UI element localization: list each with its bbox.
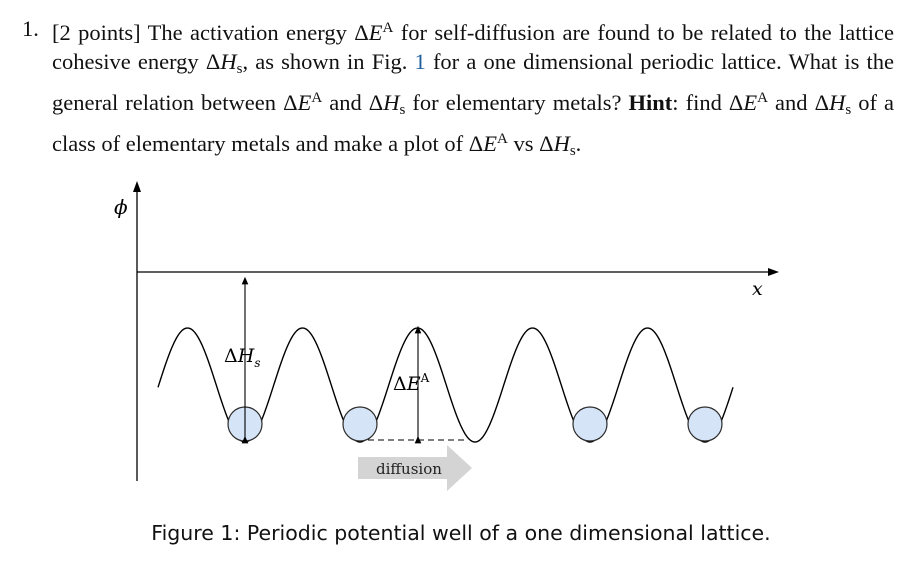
vs-word: vs	[513, 131, 534, 156]
activation-energy-symbol: $\Delta E^A$	[468, 131, 508, 156]
question-text-5: for elementary metals?	[412, 90, 622, 115]
x-axis-arrowhead	[768, 268, 779, 276]
atom-4	[688, 407, 722, 441]
hint-text-1: : find	[672, 90, 722, 115]
atom-2	[343, 407, 377, 441]
hint-label: Hint	[628, 90, 673, 115]
figure-reference-link[interactable]: 1	[414, 49, 426, 74]
diffusion-label: diffusion	[376, 460, 442, 478]
question-text-4: for a one dimensional periodic lattice. What is the general relation between	[52, 49, 895, 115]
and-word: and	[775, 90, 808, 115]
activation-energy-symbol: $\Delta E^A$	[283, 90, 323, 115]
cohesive-energy-label: $\Delta H_s$	[224, 345, 261, 370]
cohesive-energy-symbol: $\Delta H_s$	[814, 90, 852, 118]
atom-3	[573, 407, 607, 441]
cohesive-energy-symbol: $\Delta H_s$	[539, 131, 576, 159]
y-axis-arrowhead	[133, 181, 141, 192]
y-axis-label: ϕ	[114, 195, 128, 219]
x-axis-label: x	[752, 278, 763, 300]
question-text-3: , as shown in Fig.	[242, 49, 408, 74]
question-text-2: for self-diffusion are found to be related to the lattice cohesive energy	[52, 20, 895, 74]
activation-energy-symbol: $\Delta E^A$	[354, 20, 394, 45]
cohesive-energy-symbol: $\Delta H_s$	[205, 49, 243, 77]
and-word: and	[329, 90, 362, 115]
question-number: 1.	[22, 16, 39, 41]
period: .	[575, 131, 582, 156]
question-text-1: The activation energy	[147, 20, 347, 45]
activation-energy-symbol: $\Delta E^A$	[728, 90, 768, 115]
hint-text-2: of a class of elementary metals and make a plot of	[52, 90, 895, 156]
activation-energy-label: $\Delta E^A$	[393, 371, 430, 395]
cohesive-energy-symbol: $\Delta H_s$	[368, 90, 406, 118]
question-points: [2 points]	[52, 20, 141, 45]
figure-caption: Figure 1: Periodic potential well of a one dimensional lattice.	[151, 521, 771, 545]
